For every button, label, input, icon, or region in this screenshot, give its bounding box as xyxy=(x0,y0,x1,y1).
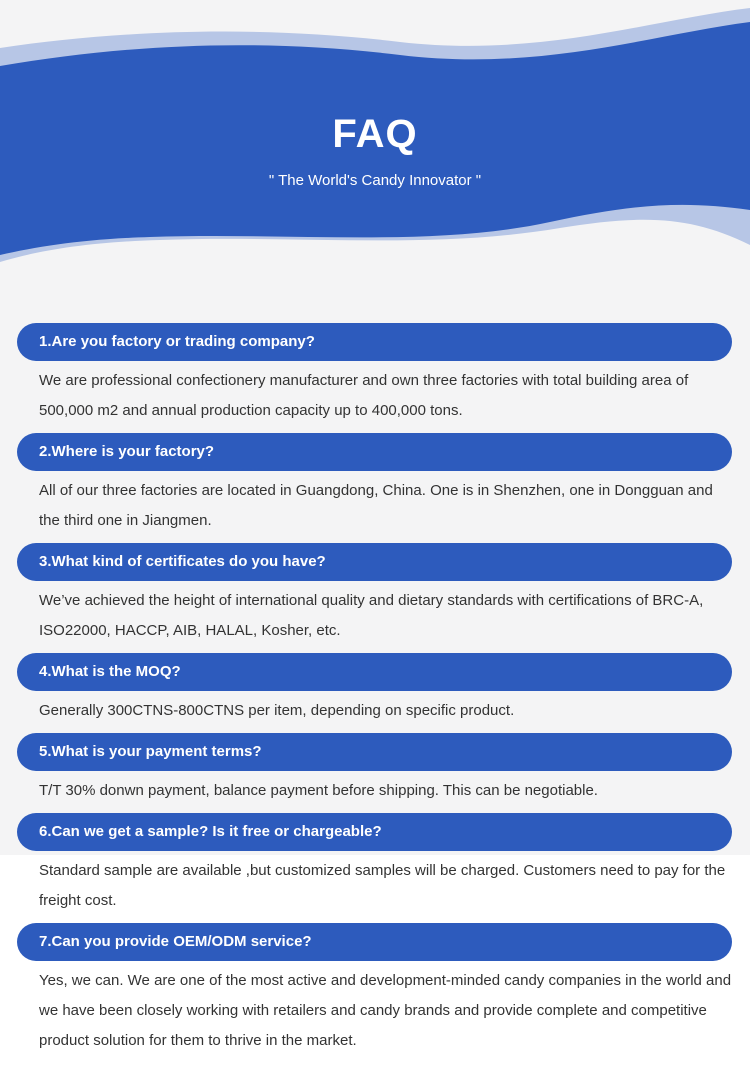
header-banner xyxy=(0,0,750,300)
page-subtitle: " The World's Candy Innovator " xyxy=(268,172,482,189)
faq-item xyxy=(0,733,750,813)
faq-answer: Generally 300CTNS-800CTNS per item, depending on specific product. xyxy=(39,702,515,719)
faq-question: 6.Can we get a sample? Is it free or chargeable? xyxy=(17,813,732,851)
faq-question: 4.What is the MOQ? xyxy=(17,653,732,691)
faq-answer: We are professional confectionery manufacturer and own three factories with total building area of 500,000 m2 and annual production capacity up to 400,000 tons. xyxy=(39,372,689,419)
faq-item xyxy=(0,653,750,733)
faq-answer: Standard sample are available ,but customized samples will be charged. Customers need to pay for the freight cost. xyxy=(39,862,726,909)
faq-list xyxy=(0,323,750,1063)
faq-question: 5.What is your payment terms? xyxy=(17,733,732,771)
faq-answer: We’ve achieved the height of international quality and dietary standards with certifications of BRC-A, ISO22000, HACCP, AIB, HALAL, Kosher, etc. xyxy=(39,592,704,639)
faq-answer: Yes, we can. We are one of the most active and development-minded candy companies in the world and we have been closely working with retailers and candy brands and provide complete and competitive product solution for them to thrive in the market. xyxy=(39,972,732,1049)
faq-question: 7.Can you provide OEM/ODM service? xyxy=(17,923,732,961)
faq-question: 2.Where is your factory? xyxy=(17,433,732,471)
faq-question: 3.What kind of certificates do you have? xyxy=(17,543,732,581)
faq-answer: T/T 30% donwn payment, balance payment before shipping. This can be negotiable. xyxy=(39,782,598,799)
faq-answer: All of our three factories are located in Guangdong, China. One is in Shenzhen, one in Dongguan and the third one in Jiangmen. xyxy=(39,482,713,529)
faq-item xyxy=(0,323,750,433)
faq-question: 1.Are you factory or trading company? xyxy=(17,323,732,361)
faq-item xyxy=(0,813,750,923)
page-title: FAQ xyxy=(332,112,418,156)
faq-item xyxy=(0,433,750,543)
faq-item xyxy=(0,543,750,653)
faq-item xyxy=(0,923,750,1063)
